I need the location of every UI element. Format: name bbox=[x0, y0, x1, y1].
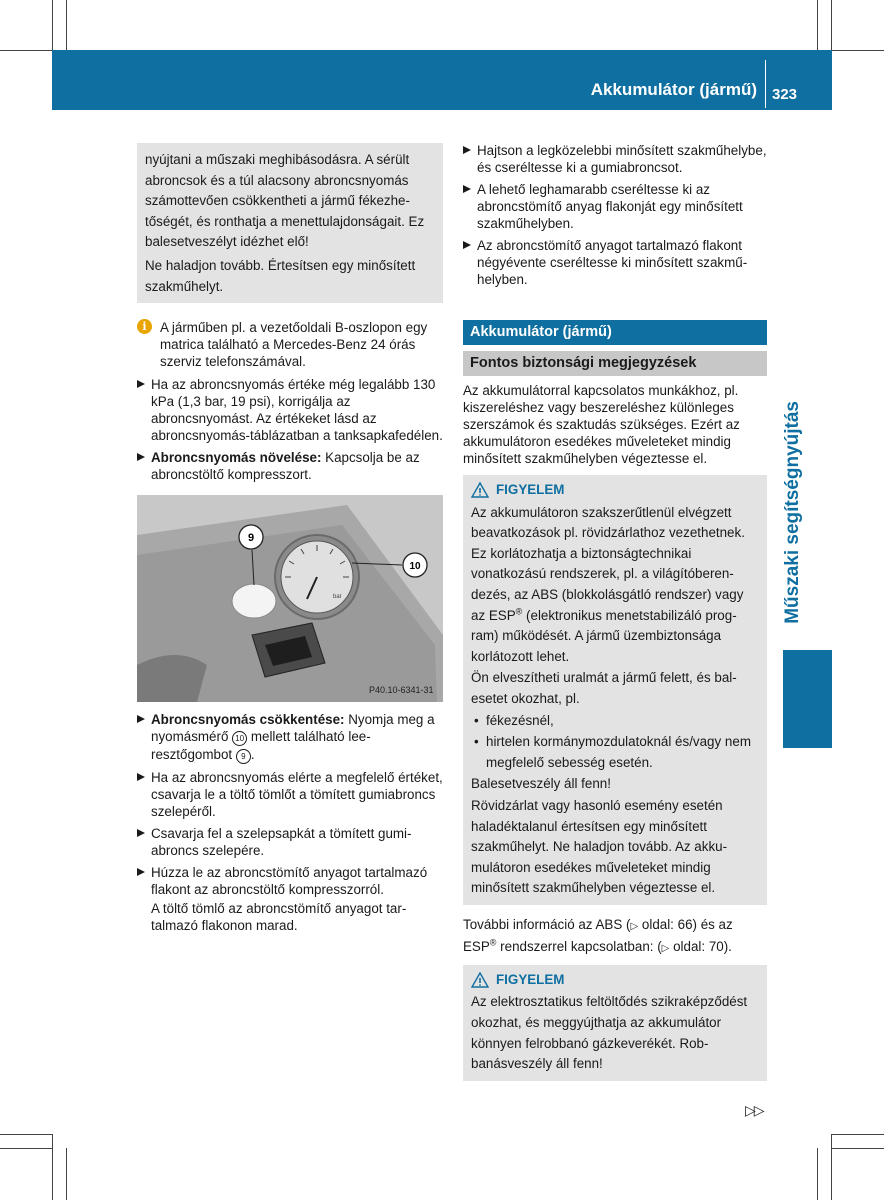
warning-triangle-icon bbox=[471, 482, 489, 498]
arrow-bullet-icon bbox=[463, 185, 471, 193]
compressor-illustration bbox=[137, 495, 443, 702]
step-text: Hajtson a legközelebbi minősített szakműhelybe, és cseréltesse ki a gumiabroncsot. bbox=[477, 143, 767, 175]
step-text: Húzza le az abroncstömítő anyagot tartalmazó flakont az abroncstöltő kompresszorról. bbox=[151, 865, 428, 898]
instruction-step bbox=[137, 376, 443, 444]
warning-header bbox=[471, 970, 759, 991]
arrow-bullet-icon bbox=[137, 453, 145, 461]
compressor-figure bbox=[137, 495, 443, 702]
warning-text: Ön elveszítheti uralmát a jármű felett, és balesetet okozhat, pl. bbox=[471, 670, 737, 706]
arrow-bullet-icon bbox=[137, 773, 145, 781]
info-text: A járműben pl. a vezetőoldali B-oszlopon egy matrica található a Mercedes-Benz 24 órás szerviz telefonszámával. bbox=[160, 320, 428, 370]
crop-mark bbox=[52, 0, 53, 50]
info-icon: i bbox=[137, 319, 152, 334]
page-ref-arrow-icon: ▷ bbox=[630, 920, 639, 932]
section-heading: Akkumulátor (jármű) bbox=[463, 320, 767, 345]
instruction-step bbox=[137, 711, 443, 764]
registered-mark: ® bbox=[489, 937, 497, 948]
more-info-text: rendszerrel kapcsolatban: ( bbox=[496, 938, 662, 954]
warning-text: Balesetveszély áll fenn! bbox=[471, 776, 611, 792]
chapter-tab bbox=[783, 650, 832, 748]
warning-continued-box bbox=[137, 143, 443, 303]
subsection-heading: Fontos biztonsági megjegyzések bbox=[463, 351, 767, 376]
step-text: mellett található leeresztőgombot bbox=[151, 729, 371, 763]
arrow-bullet-icon bbox=[137, 868, 145, 876]
figure-caption: P40.10-6341-31 bbox=[369, 685, 434, 696]
instruction-step bbox=[463, 181, 767, 232]
warning-bullet: • fékezésnél, bbox=[471, 711, 759, 732]
warning-header bbox=[471, 480, 759, 501]
instruction-step bbox=[463, 142, 767, 176]
more-info-paragraph bbox=[463, 915, 767, 959]
crop-mark bbox=[0, 1148, 52, 1149]
step-note: A töltő tömlő az abroncstömítő anyagot tartalmazó flakonon marad. bbox=[151, 901, 407, 934]
step-text: Az abroncstömítő anyagot tartalmazó flakont négyévente cseréltesse ki minősített szakműhelyben. bbox=[477, 238, 748, 287]
crop-mark bbox=[831, 0, 832, 50]
crop-mark bbox=[832, 1148, 884, 1149]
callout-9: 9 bbox=[247, 532, 255, 545]
more-info-text: oldal: 70). bbox=[669, 938, 732, 954]
arrow-bullet-icon bbox=[463, 146, 471, 154]
left-column bbox=[137, 143, 443, 940]
page-number: 323 bbox=[772, 86, 798, 103]
warning-triangle-icon bbox=[471, 972, 489, 988]
warning-box bbox=[463, 475, 767, 905]
instruction-step bbox=[463, 237, 767, 288]
step-text: Csavarja fel a szelepsapkát a tömített gumiabroncs szelepére. bbox=[151, 826, 412, 859]
warning-title: FIGYELEM bbox=[496, 971, 565, 987]
crop-mark bbox=[817, 0, 818, 50]
warning-bullet: • hirtelen kormánymozdulatoknál és/vagy nem megfelelő sebesség esetén. bbox=[471, 732, 759, 773]
right-column bbox=[463, 142, 767, 1081]
crop-mark bbox=[0, 1134, 52, 1135]
crop-mark bbox=[831, 1134, 832, 1200]
crop-mark bbox=[817, 1148, 818, 1200]
crop-mark bbox=[832, 50, 884, 51]
step-text: Ha az abroncsnyomás értéke még legalább 130 kPa (1,3 bar, 19 psi), korrigálja az abroncsnyomást. Az értékeket lásd az abroncsnyomás-táblázatban a tanksapkafedélen. bbox=[151, 377, 443, 444]
page-ref-arrow-icon: ▷ bbox=[661, 942, 670, 954]
step-text: A lehető leghamarabb cseréltesse ki az abroncstömítő anyag flakonját egy minősített szakműhelyben. bbox=[477, 182, 743, 231]
instruction-step bbox=[137, 449, 443, 483]
callout-10: 10 bbox=[409, 561, 421, 573]
crop-mark bbox=[52, 1134, 53, 1200]
warning-box bbox=[463, 965, 767, 1081]
crop-mark bbox=[66, 1148, 67, 1200]
instruction-step bbox=[137, 864, 443, 898]
warning-text-part: Az akkumulátoron szakszerűtlenül elvégzett beavatkozások pl. rövidzárlathoz vezethetnek. Ez korlátozhatja a biztonságtechnikai vonatkozású rendszerek, pl. a világítóberendezés, az ABS (blokkolásgátló rendszer) vagy az ESP bbox=[471, 504, 745, 623]
warning-text-part: (elektronikus menetstabilizáló program) működését. A jármű üzembiztonsága korlátozott lehet. bbox=[471, 607, 737, 664]
callout-ref: 10 bbox=[232, 731, 247, 746]
crop-mark bbox=[832, 1134, 884, 1135]
arrow-bullet-icon bbox=[137, 715, 145, 723]
warning-text: Rövidzárlat vagy hasonló esemény esetén haladéktalanul értesítsen egy minősített szakműhelyt. Ne haladjon tovább. Az akkumulátoron esedékes műveleteket mindig minősített szakműhelyben végeztesse el. bbox=[471, 797, 728, 896]
header-divider bbox=[765, 60, 766, 108]
page-title: Akkumulátor (jármű) bbox=[590, 80, 757, 99]
info-note bbox=[137, 319, 443, 370]
more-info-text: További információ az ABS ( bbox=[463, 916, 631, 932]
chapter-title-text: Műszaki segítségnyújtás bbox=[782, 400, 803, 624]
step-text: Ha az abroncsnyomás elérte a megfelelő értéket, csavarja le a töltő tömlőt a tömített gumiabroncs szelepéről. bbox=[151, 770, 443, 820]
gauge-unit: bar bbox=[333, 594, 342, 601]
arrow-bullet-icon bbox=[137, 380, 145, 388]
warning-title: FIGYELEM bbox=[496, 482, 565, 497]
warning-text: nyújtani a műszaki meghibásodásra. A sérült abroncsok és a túl alacsony abroncsnyomás számottevően csökkentheti a jármű fékezhetőségét, és ronthatja a menettulajdonságait. Ez balesetveszélyt idézhet elő! bbox=[145, 152, 425, 250]
instruction-step bbox=[137, 825, 443, 859]
warning-text bbox=[471, 503, 759, 668]
intro-paragraph: Az akkumulátorral kapcsolatos munkákhoz, pl. kiszereléshez vagy beszereléshez különleges szerszámok és szaktudás szükséges. Ezért az akkumulátoron esedékes műveleteket mindig minősített szakműhelyben végeztesse el. bbox=[463, 383, 740, 466]
warning-text: Ne haladjon tovább. Értesítsen egy minősített szakműhelyt. bbox=[145, 257, 416, 294]
step-label: Abroncsnyomás növelése: bbox=[151, 450, 322, 466]
step-text: Kapcsolja be az abroncstöltő kompresszort. bbox=[151, 450, 420, 483]
crop-mark bbox=[66, 0, 67, 50]
crop-mark bbox=[0, 50, 52, 51]
step-text: . bbox=[250, 747, 255, 763]
step-text: Nyomja meg a nyomásmérő bbox=[151, 712, 435, 745]
more-info-text: oldal: 66) és az ESP bbox=[463, 916, 733, 954]
arrow-bullet-icon bbox=[463, 241, 471, 249]
step-label: Abroncsnyomás csökkentése: bbox=[151, 712, 345, 728]
registered-mark: ® bbox=[515, 606, 523, 617]
instruction-step bbox=[137, 769, 443, 820]
continue-marker: ▷▷ bbox=[745, 1102, 763, 1118]
chapter-title bbox=[777, 377, 809, 647]
arrow-bullet-icon bbox=[137, 829, 145, 837]
callout-ref: 9 bbox=[236, 749, 251, 764]
warning-text: Az elektrosztatikus feltöltődés szikraképződést okozhat, és meggyújthatja az akkumulátor könnyen felrobbanó gázkeverékét. Robbanásveszély áll fenn! bbox=[471, 994, 748, 1072]
